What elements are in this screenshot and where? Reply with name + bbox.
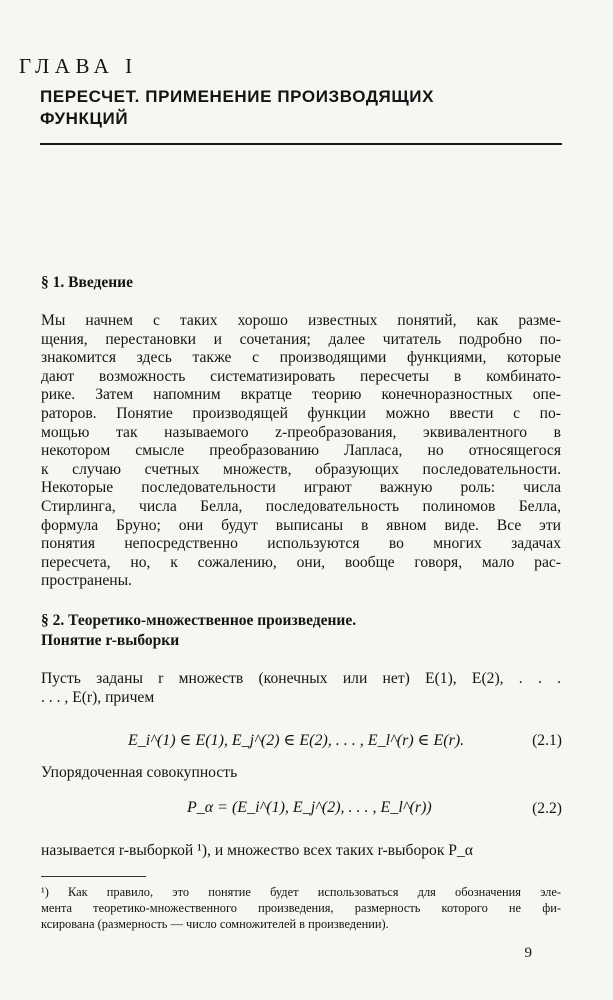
section-1-paragraph <box>41 312 561 591</box>
text-line: формула Бруно; они будут выписаны в явном виде. Все эти <box>41 516 561 534</box>
page-number: 9 <box>524 945 532 961</box>
footnote <box>41 884 561 932</box>
chapter-label: ГЛАВА I <box>19 54 138 78</box>
section-1-heading: § 1. Введение <box>41 274 133 291</box>
text-line: знакомится здесь также с производящими функциями, которые <box>41 349 561 367</box>
equation-number-2-2: (2.2) <box>532 800 562 817</box>
formula-2-2: P_α = (E_i^(1), E_j^(2), . . . , E_l^(r)) <box>187 799 432 816</box>
text-line: Стирлинга, числа Белла, последовательность полиномов Белла, <box>41 497 561 515</box>
text-line: раторов. Понятие производящей функции можно ввести с по- <box>41 404 561 422</box>
text-line: пересчета, но, к сожалению, они, вообще говоря, мало рас- <box>41 553 561 571</box>
formula-2-1: E_i^(1) ∈ E(1), E_j^(2) ∈ E(2), . . . , E_l^(r) ∈ E(r). <box>128 732 465 749</box>
footnote-divider <box>41 876 146 877</box>
text-line: некотором смысле преобразованию Лапласа, но относящегося <box>41 442 561 460</box>
section-2-intro <box>41 670 561 707</box>
section-2-heading-line: § 2. Теоретико-множественное произведение. <box>41 612 357 629</box>
text-line: . . . , E(r), причем <box>41 688 155 706</box>
ordered-set-text: Упорядоченная совокупность <box>41 764 238 781</box>
text-line: Пусть заданы r множеств (конечных или нет) E(1), E(2), . . . <box>41 670 561 687</box>
text-line: дают возможность систематизировать пересчеты в комбинато- <box>41 367 561 385</box>
text-line: рике. Затем напомним вкратце теорию конечноразностных опе- <box>41 386 561 404</box>
equation-number-2-1: (2.1) <box>532 732 562 749</box>
text-line: щения, перестановки и сочетания; далее читатель подробно по- <box>41 330 561 348</box>
text-line: пространены. <box>41 572 132 590</box>
chapter-divider <box>40 143 562 145</box>
section-2-heading-line: Понятие r-выборки <box>41 632 180 649</box>
footnote-line: ¹) Как правило, это понятие будет использоваться для обозначения эле- <box>41 885 561 899</box>
footnote-line: мента теоретико-множественного произведения, размерность которого не фи- <box>41 901 561 915</box>
text-line: Мы начнем с таких хорошо известных понятий, как разме- <box>41 312 561 329</box>
closing-text-line: называется r-выборкой ¹), и множество всех таких r-выборок P_α <box>41 842 473 859</box>
chapter-title-line: ПЕРЕСЧЕТ. ПРИМЕНЕНИЕ ПРОИЗВОДЯЩИХ <box>40 87 435 106</box>
text-line: к случаю счетных множеств, образующих последовательности. <box>41 460 561 478</box>
text-line: понятия непосредственно используются во многих задачах <box>41 535 561 553</box>
text-line: мощью так называемого z-преобразования, эквивалентного в <box>41 423 561 441</box>
chapter-title <box>40 86 540 130</box>
chapter-title-line: ФУНКЦИЙ <box>40 109 129 128</box>
footnote-line: ксирована (размерность — число сомножителей в произведении). <box>41 917 389 931</box>
text-line: Некоторые последовательности играют важную роль: числа <box>41 479 561 497</box>
section-2-heading <box>41 611 356 651</box>
